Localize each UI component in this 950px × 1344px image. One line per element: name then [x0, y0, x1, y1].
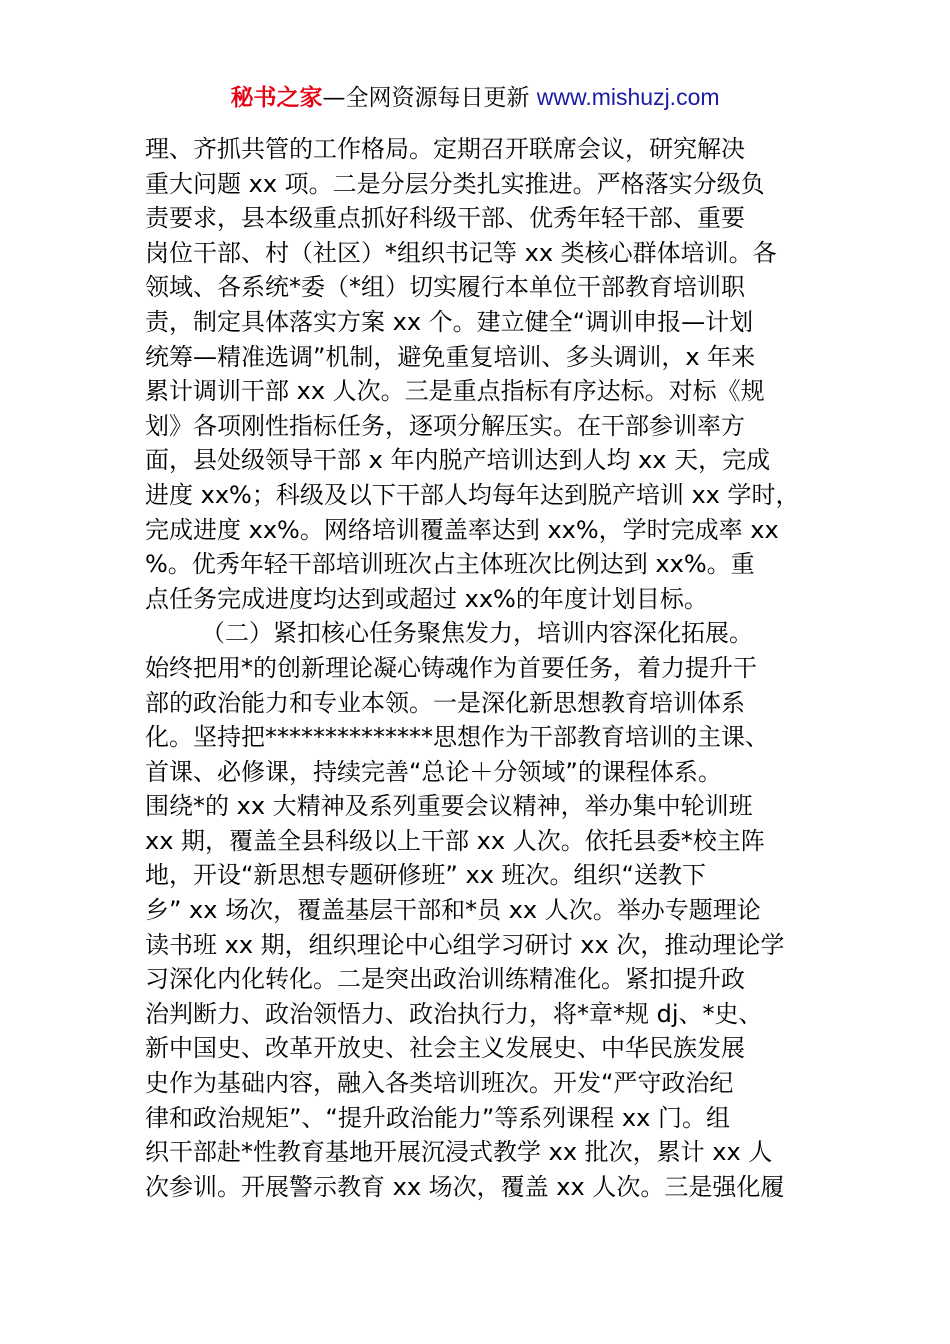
body-line: 律和政治规矩”、“提升政治能力”等系列课程 xx 门。组: [145, 1103, 730, 1132]
body-line: xx 期，覆盖全县科级以上干部 xx 人次。依托县委*校主阵: [145, 826, 765, 855]
body-line: 划》各项刚性指标任务，逐项分解压实。在干部参训率方: [145, 411, 745, 440]
body-line: 织干部赴*性教育基地开展沉浸式教学 xx 批次，累计 xx 人: [145, 1138, 773, 1167]
body-line: 岗位干部、村（社区）*组织书记等 xx 类核心群体培训。各: [145, 238, 777, 267]
body-line: 统筹—精准选调”机制，避免重复培训、多头调训，x 年来: [145, 342, 756, 371]
body-line: 理、齐抓共管的工作格局。定期召开联席会议，研究解决: [145, 135, 745, 163]
section-heading: （二）紧扣核心任务聚焦发力，培训内容深化拓展。: [201, 619, 753, 648]
body-line: 地，开设“新思想专题研修班” xx 班次。组织“送教下: [145, 861, 706, 890]
site-header: [0, 80, 950, 115]
document-body: [145, 132, 815, 1204]
body-line: 围绕*的 xx 大精神及系列重要会议精神，举办集中轮训班: [145, 792, 753, 821]
body-line: 面，县处级领导干部 x 年内脱产培训达到人均 xx 天，完成: [145, 446, 771, 475]
body-line: 点任务完成进度均达到或超过 xx%的年度计划目标。: [145, 584, 708, 613]
body-line: 完成进度 xx%。网络培训覆盖率达到 xx%，学时完成率 xx: [145, 515, 779, 544]
body-line: 责，制定具体落实方案 xx 个。建立健全“调训申报—计划: [145, 307, 754, 336]
body-line: 重大问题 xx 项。二是分层分类扎实推进。严格落实分级负: [145, 169, 765, 198]
body-line: 领域、各系统*委（*组）切实履行本单位干部教育培训职: [145, 273, 745, 302]
body-line: 进度 xx%；科级及以下干部人均每年达到脱产培训 xx 学时，: [145, 480, 800, 509]
site-url-link[interactable]: www.mishuzj.com: [536, 84, 720, 110]
body-line: 治判断力、政治领悟力、政治执行力，将*章*规 dj、*史、: [145, 999, 763, 1028]
body-line: 习深化内化转化。二是突出政治训练精准化。紧扣提升政: [145, 965, 745, 994]
body-line: 次参训。开展警示教育 xx 场次，覆盖 xx 人次。三是强化履: [145, 1172, 785, 1201]
body-line: 读书班 xx 期，组织理论中心组学习研讨 xx 次，推动理论学: [145, 930, 785, 959]
body-line: 始终把用*的创新理论凝心铸魂作为首要任务，着力提升干: [145, 653, 757, 682]
body-line: 乡” xx 场次，覆盖基层干部和*员 xx 人次。举办专题理论: [145, 896, 761, 925]
body-line: 累计调训干部 xx 人次。三是重点指标有序达标。对标《规: [145, 377, 765, 406]
body-line: 新中国史、改革开放史、社会主义发展史、中华民族发展: [145, 1034, 745, 1063]
body-line: 首课、必修课，持续完善“总论＋分领域”的课程体系。: [145, 757, 722, 786]
body-line: %。优秀年轻干部培训班次占主体班次比例达到 xx%。重: [145, 550, 755, 579]
site-tagline: —全网资源每日更新: [322, 85, 530, 111]
body-line: 史作为基础内容，融入各类培训班次。开发“严守政治纪: [145, 1069, 734, 1098]
body-line: 部的政治能力和专业本领。一是深化新思想教育培训体系: [145, 688, 745, 717]
body-line: 责要求，县本级重点抓好科级干部、优秀年轻干部、重要: [145, 204, 745, 233]
site-brand: 秘书之家: [230, 85, 323, 111]
body-line: 化。坚持把**************思想作为干部教育培训的主课、: [145, 723, 769, 752]
